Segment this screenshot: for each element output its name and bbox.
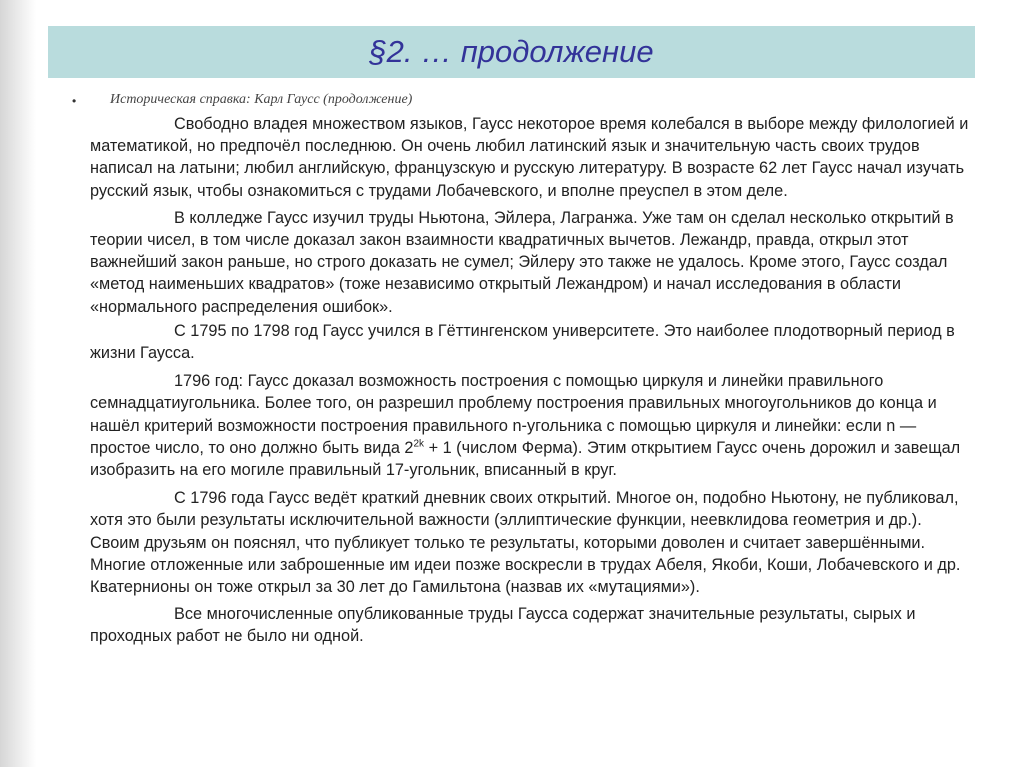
paragraph-text: С 1795 по 1798 год Гаусс учился в Гёттингенском университете. Это наиболее плодотворный период в жизни Гаусса. [90,321,955,363]
paragraph-text: В колледже Гаусс изучил труды Ньютона, Эйлера, Лагранжа. Уже там он сделал несколько открытий в теории чисел, в том числе доказал закон взаимности квадратичных вычетов. Лежандр, правда, открыл этот важнейший закон раньше, но строго доказать не сумел; Эйлеру это также не удалось. Кроме этого, Гаусс создал «метод наименьших квадратов» (тоже независимо открытый Лежандром) и начал исследования в области «нормального распределения ошибок». [90,208,954,316]
paragraph-text: Все многочисленные опубликованные труды Гаусса содержат значительные результаты, сырых и проходных работ не было ни одной. [90,605,916,646]
paragraph-university [90,320,970,364]
paragraph-diary [90,487,970,598]
slide-title: §2. … продолжение [369,34,654,69]
bullet-marker: • [72,94,77,108]
paragraph-languages [90,113,970,202]
paragraph-text-before: 1796 год: Гаусс доказал возможность построения с помощью циркуля и линейки правильного семнадцатиугольника. Более того, он разрешил проблему построения правильных многоугольников до конца и нашёл критерий возможности построения правильного n-угольника с помощью циркуля и линейки: если n — простое число, то оно должно быть вида 2 [90,372,937,457]
paragraph-college [90,207,970,318]
paragraph-text: Свободно владея множеством языков, Гаусс некоторое время колебался в выборе между филологией и математикой, но предпочёл последнюю. Он очень любил латинский язык и значительную часть своих трудов написал на латыни; любил английскую, французскую и русскую литературу. В возрасте 62 лет Гаусс начал изучать русский язык, чтобы ознакомиться с трудами Лобачевского, и вполне преуспел в этом деле. [90,115,969,200]
paragraph-works [90,603,970,647]
paragraph-heptadecagon [90,370,970,481]
paragraph-text-after: + 1 (числом Ферма). Этим открытием Гаусс очень дорожил и завещал изобразить на его могиле правильный 17-угольник, вписанный в круг. [90,438,961,480]
title-bar [48,26,975,78]
slide-subheading: Историческая справка: Карл Гаусс (продолжение) [110,92,413,107]
slide-left-shadow [0,0,36,767]
exponent: 2k [413,438,425,450]
body-text [90,113,970,653]
paragraph-text: С 1796 года Гаусс ведёт краткий дневник своих открытий. Многое он, подобно Ньютону, не публиковал, хотя это были результаты исключительной важности (эллиптические функции, неевклидова геометрия и др.). Своим друзьям он пояснял, что публикует только те результаты, которыми доволен и считает завершёнными. Многие отложенные или заброшенные им идеи позже воскресли в трудах Абеля, Якоби, Коши, Лобачевского и др. Кватернионы он тоже открыл за 30 лет до Гамильтона (назвав их «мутациями»). [90,489,961,597]
